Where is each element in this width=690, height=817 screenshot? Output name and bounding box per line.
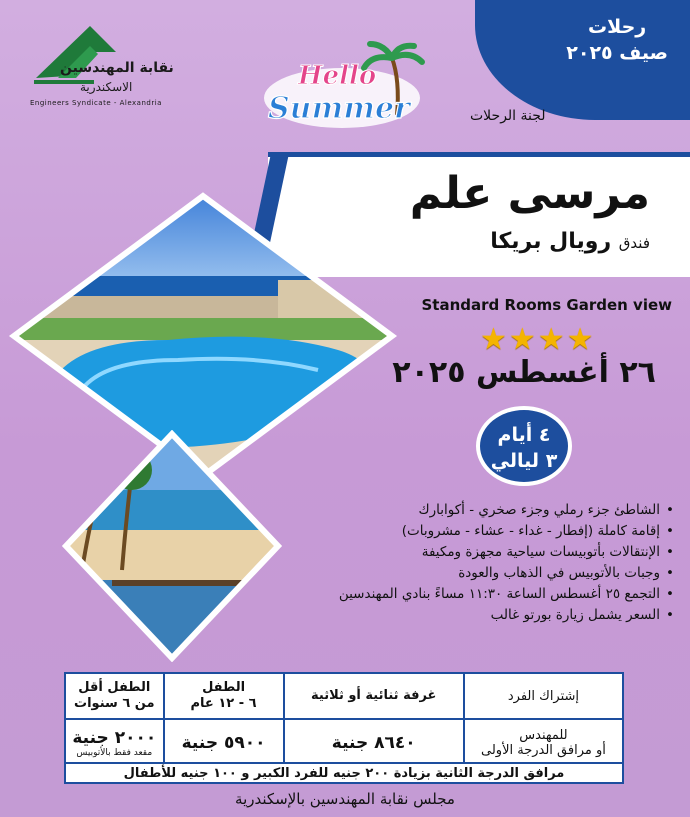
- header-child-age: ٦ - ١٢ عام: [190, 696, 257, 711]
- list-item: • الإنتقالات بأتوبيسات سياحية مجهزة ومكيفة: [254, 542, 674, 563]
- duration-badge: [476, 406, 572, 486]
- beach-photo: [62, 430, 282, 662]
- svg-text:Summer: Summer: [268, 91, 410, 126]
- duration-nights: ٣ ليالي: [490, 450, 558, 472]
- trip-date: ٢٦ أغسطس ٢٠٢٥: [392, 355, 656, 390]
- list-item: • السعر يشمل زيارة بورتو غالب: [254, 605, 674, 626]
- list-item: • الشاطئ جزء رملي وجزء صخري - أكوابارك: [254, 500, 674, 521]
- price-room: ٨٦٤٠ جنية: [284, 719, 464, 767]
- table-row: [65, 673, 623, 719]
- header-child: [164, 673, 284, 719]
- hotel-name: [490, 229, 650, 254]
- companion-note: مرافق الدرجة الثانية بزيادة ٢٠٠ جنيه للفرد الكبير و ١٠٠ جنيه للأطفال: [64, 762, 624, 784]
- row-engineer-label: للمهندس: [519, 728, 568, 743]
- price-child: ٥٩٠٠ جنية: [164, 719, 284, 767]
- season-label: [566, 14, 668, 66]
- palm-tree-icon: [262, 40, 432, 135]
- price-child-small-note: مقعد فقط بالأتوبيس: [76, 748, 153, 758]
- duration-days: ٤ أيام: [497, 424, 551, 446]
- logo-name-en: Engineers Syndicate - Alexandria: [30, 99, 162, 107]
- price-child-small: [65, 719, 164, 767]
- list-item: • وجبات بالأتوبيس في الذهاب والعودة: [254, 563, 674, 584]
- logo-city-ar: الاسكندرية: [80, 80, 133, 94]
- list-item: • التجمع ٢٥ أغسطس الساعة ١١:٣٠ مساءً بنادي المهندسين: [254, 584, 674, 605]
- header-child-label: الطفل: [202, 680, 246, 695]
- header-child-small: [65, 673, 164, 719]
- hotel-name-text: رويال بريكا: [490, 229, 612, 254]
- footer-signature: مجلس نقابة المهندسين بالإسكندرية: [235, 790, 455, 808]
- committee-label: لجنة الرحلات: [470, 108, 546, 124]
- hotel-prefix: فندق: [618, 234, 650, 252]
- destination-title: مرسى علم: [409, 168, 650, 219]
- price-table: [64, 672, 624, 768]
- season-line2: صيف ٢٠٢٥: [566, 42, 668, 64]
- price-child-small-value: ٢٠٠٠ جنية: [72, 728, 157, 748]
- room-type: Standard Rooms Garden view: [421, 296, 672, 314]
- star-rating: ★★★★: [480, 322, 596, 357]
- header-child-small-age: من ٦ سنوات: [74, 696, 155, 711]
- header-room: غرفة ثنائية أو ثلاثية: [284, 673, 464, 719]
- header-child-small-label: الطفل أقل: [78, 680, 151, 695]
- svg-text:Hello: Hello: [298, 61, 377, 91]
- row-companion-label: أو مرافق الدرجة الأولى: [481, 743, 606, 758]
- row-engineer: [464, 719, 623, 767]
- table-row: [65, 719, 623, 767]
- logo-name-ar: نقابة المهندسين: [60, 60, 174, 76]
- season-line1: رحلات: [588, 16, 647, 38]
- features-list: [254, 500, 674, 626]
- list-item: • إقامة كاملة (إفطار - غداء - عشاء - مشروبات): [254, 521, 674, 542]
- header-subscription: إشتراك الفرد: [464, 673, 623, 719]
